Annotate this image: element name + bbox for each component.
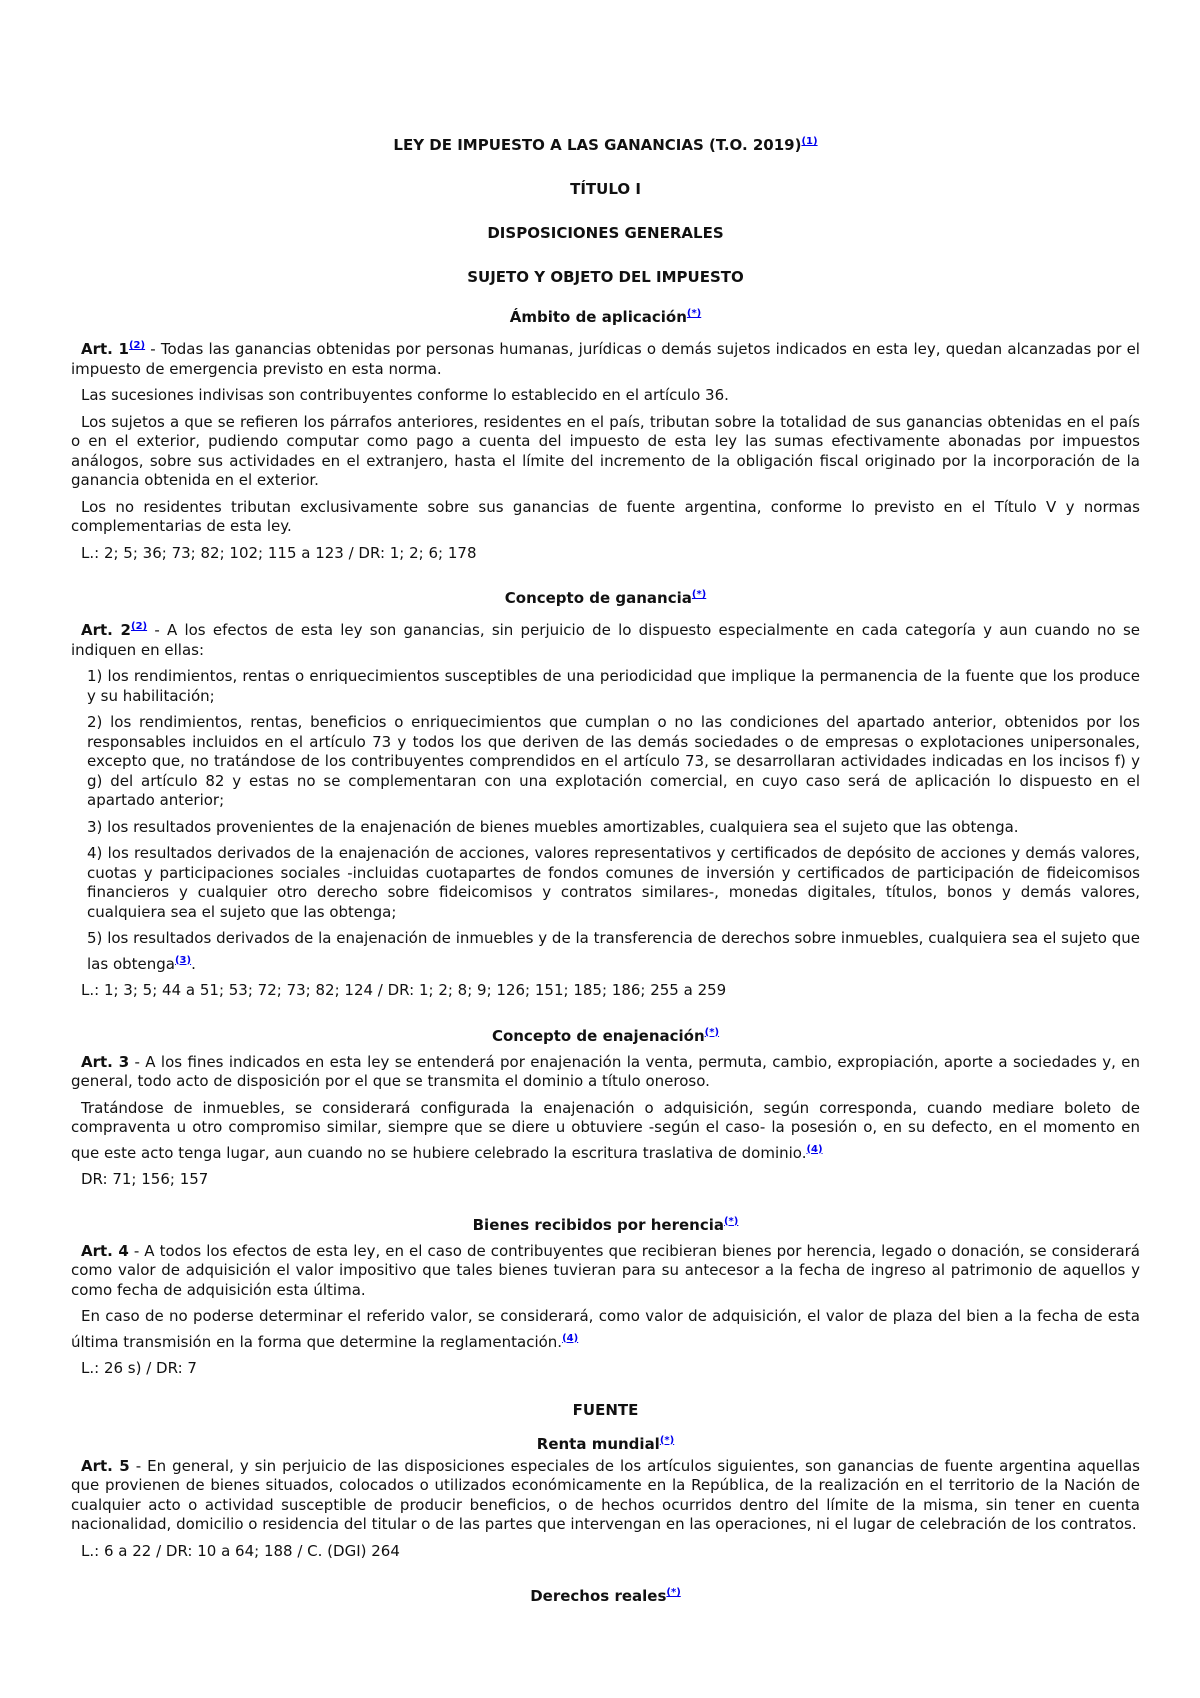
- art-2-item-4: 4) los resultados derivados de la enajenación de acciones, valores representativos y certificados de depósito de acciones y demás valores, cuotas y participaciones sociales -incluidas cuotapartes de fondos comunes de inversión y certificados de participación de fideicomisos financieros y cualquier otro derecho sobre fideicomisos y contratos similares-, monedas digitales, títulos, bonos y demás valores, cualquiera sea el sujeto que las obtenga;: [87, 844, 1140, 921]
- footnote-link-3[interactable]: (3): [174, 954, 192, 966]
- section-heading-derechos-reales: Derechos reales(*): [530, 1587, 681, 1605]
- footnote-link-star[interactable]: (*): [666, 1587, 681, 1598]
- section-heading-enajenacion: Concepto de enajenación(*): [491, 1026, 720, 1045]
- section-heading-ambito: Ámbito de aplicación(*): [509, 308, 702, 326]
- art-1-references: L.: 2; 5; 36; 73; 82; 102; 115 a 123 / DR: 1; 2; 6; 178: [81, 543, 477, 562]
- footnote-link-1[interactable]: (1): [801, 136, 818, 147]
- document-page: [71, 0, 1140, 1605]
- art-5-references: L.: 6 a 22 / DR: 10 a 64; 188 / C. (DGI) 264: [81, 1541, 400, 1560]
- footnote-link-2[interactable]: (2): [128, 340, 146, 351]
- art-4-references: L.: 26 s) / DR: 7: [81, 1359, 197, 1377]
- art-2-item-1: 1) los rendimientos, rentas o enriquecimientos susceptibles de una periodicidad que implique la permanencia de la fuente que los produce y su habilitación;: [87, 667, 1140, 705]
- art-2-item-3: 3) los resultados provenientes de la enajenación de bienes muebles amortizables, cualquiera sea el sujeto que las obtenga.: [87, 817, 1019, 836]
- art-3-paragraph-2: Tratándose de inmuebles, se considerará configurada la enajenación o adquisición, según corresponda, cuando mediare boleto de compraventa u otro compromiso similar, siempre que se diere u obtuviere -según el caso- la posesión o, en su defecto, en el momento en que este acto tenga lugar, aun cuando no se hubiere celebrado la escritura traslativa de dominio.$^{(4)}$: [71, 1098, 1140, 1162]
- art-1-paragraph-2: Las sucesiones indivisas son contribuyentes conforme lo establecido en el artículo 36.: [81, 386, 729, 404]
- art-4-paragraph-1: Art. 4 - A todos los efectos de esta ley, en el caso de contribuyentes que recibieran bienes por herencia, legado o donación, se considerará como valor de adquisición el valor impositivo que tales bienes tuvieran para su antecesor a la fecha de ingreso al patrimonio de aquellos y como fecha de adquisición esta última.: [71, 1241, 1140, 1299]
- footnote-link-star[interactable]: (*): [704, 1026, 720, 1038]
- footnote-link-4[interactable]: (4): [562, 1332, 579, 1344]
- art-3-references: DR: 71; 156; 157: [81, 1170, 209, 1188]
- fuente-heading: FUENTE: [572, 1400, 639, 1419]
- art-3-paragraph-1: Art. 3 - A los fines indicados en esta ley se entenderá por enajenación la venta, permuta, cambio, expropiación, aporte a sociedades y, en general, todo acto de disposición por el que se transmita el dominio a título oneroso.: [71, 1052, 1140, 1090]
- sujeto-objeto-heading: SUJETO Y OBJETO DEL IMPUESTO: [467, 268, 744, 286]
- footnote-link-4[interactable]: (4): [806, 1143, 823, 1155]
- footnote-link-2[interactable]: (2): [131, 621, 148, 632]
- art-1-paragraph-1: Art. 1$^{(2)}$ - Todas las ganancias obtenidas por personas humanas, jurídicas o demás sujetos indicados en esta ley, quedan alcanzadas por el impuesto de emergencia previsto en esta norma.: [71, 340, 1140, 378]
- section-heading-herencia: Bienes recibidos por herencia(*): [472, 1215, 739, 1234]
- art-2-references: L.: 1; 3; 5; 44 a 51; 53; 72; 73; 82; 124 / DR: 1; 2; 8; 9; 126; 151; 185; 186; 255 a 259: [81, 981, 727, 999]
- art-5-paragraph-1: Art. 5 - En general, y sin perjuicio de las disposiciones especiales de los artículos siguientes, son ganancias de fuente argentina aquellas que provienen de bienes situados, colocados o utilizados económicamente en la República, de la realización en el territorio de la Nación de cualquier acto o actividad susceptible de producir beneficios, o de hechos ocurridos dentro del límite de la misma, sin tener en cuenta nacionalidad, domicilio o residencia del titular o de las partes que intervengan en las operaciones, ni el lugar de celebración de los contratos.: [71, 1456, 1140, 1533]
- law-title: LEY DE IMPUESTO A LAS GANANCIAS (T.O. 2019)$^{(1)}$: [393, 136, 818, 154]
- art-2-paragraph-1: Art. 2$^{(2)}$ - A los efectos de esta ley son ganancias, sin perjuicio de lo dispuesto especialmente en cada categoría y aun cuando no se indiquen en ellas:: [71, 621, 1140, 659]
- art-1-paragraph-4: Los no residentes tributan exclusivamente sobre sus ganancias de fuente argentina, conforme lo previsto en el Título V y normas complementarias de esta ley.: [71, 497, 1140, 535]
- titulo-heading: TÍTULO I: [570, 180, 641, 198]
- art-2-item-2: 2) los rendimientos, rentas, beneficios o enriquecimientos que cumplan o no las condiciones del apartado anterior, obtenidos por los responsables incluidos en el artículo 73 y todos los que deriven de las demás sociedades o de empresas o explotaciones unipersonales, excepto que, no tratándose de los contribuyentes comprendidos en el artículo 73, se desarrollaran actividades indicadas en los incisos f) y g) del artículo 82 y estas no se complementaran con una explotación comercial, en cuyo caso será de aplicación lo dispuesto en el apartado anterior;: [87, 713, 1140, 809]
- footnote-link-star[interactable]: (*): [723, 1215, 739, 1227]
- section-heading-renta-mundial: Renta mundial(*): [536, 1434, 675, 1453]
- art-4-paragraph-2: En caso de no poderse determinar el referido valor, se considerará, como valor de adquisición, el valor de plaza del bien a la fecha de esta última transmisión en la forma que determine la reglamentación.$^{(4)}$: [71, 1307, 1140, 1351]
- footnote-link-star[interactable]: (*): [691, 589, 707, 600]
- footnote-link-star[interactable]: (*): [686, 308, 702, 319]
- art-2-item-5: 5) los resultados derivados de la enajenación de inmuebles y de la transferencia de derechos sobre inmuebles, cualquiera sea el sujeto que las obtenga$^{(3)}$.: [87, 929, 1140, 973]
- section-heading-ganancia: Concepto de ganancia(*): [504, 589, 707, 607]
- art-1-paragraph-3: Los sujetos a que se refieren los párrafos anteriores, residentes en el país, tributan sobre la totalidad de sus ganancias obtenidas en el país o en el exterior, pudiendo computar como pago a cuenta del impuesto de esta ley las sumas efectivamente abonadas por impuestos análogos, sobre sus actividades en el extranjero, hasta el límite del incremento de la obligación fiscal originado por la incorporación de la ganancia obtenida en el exterior.: [71, 412, 1140, 489]
- footnote-link-star[interactable]: (*): [659, 1434, 675, 1446]
- disposiciones-heading: DISPOSICIONES GENERALES: [487, 224, 724, 242]
